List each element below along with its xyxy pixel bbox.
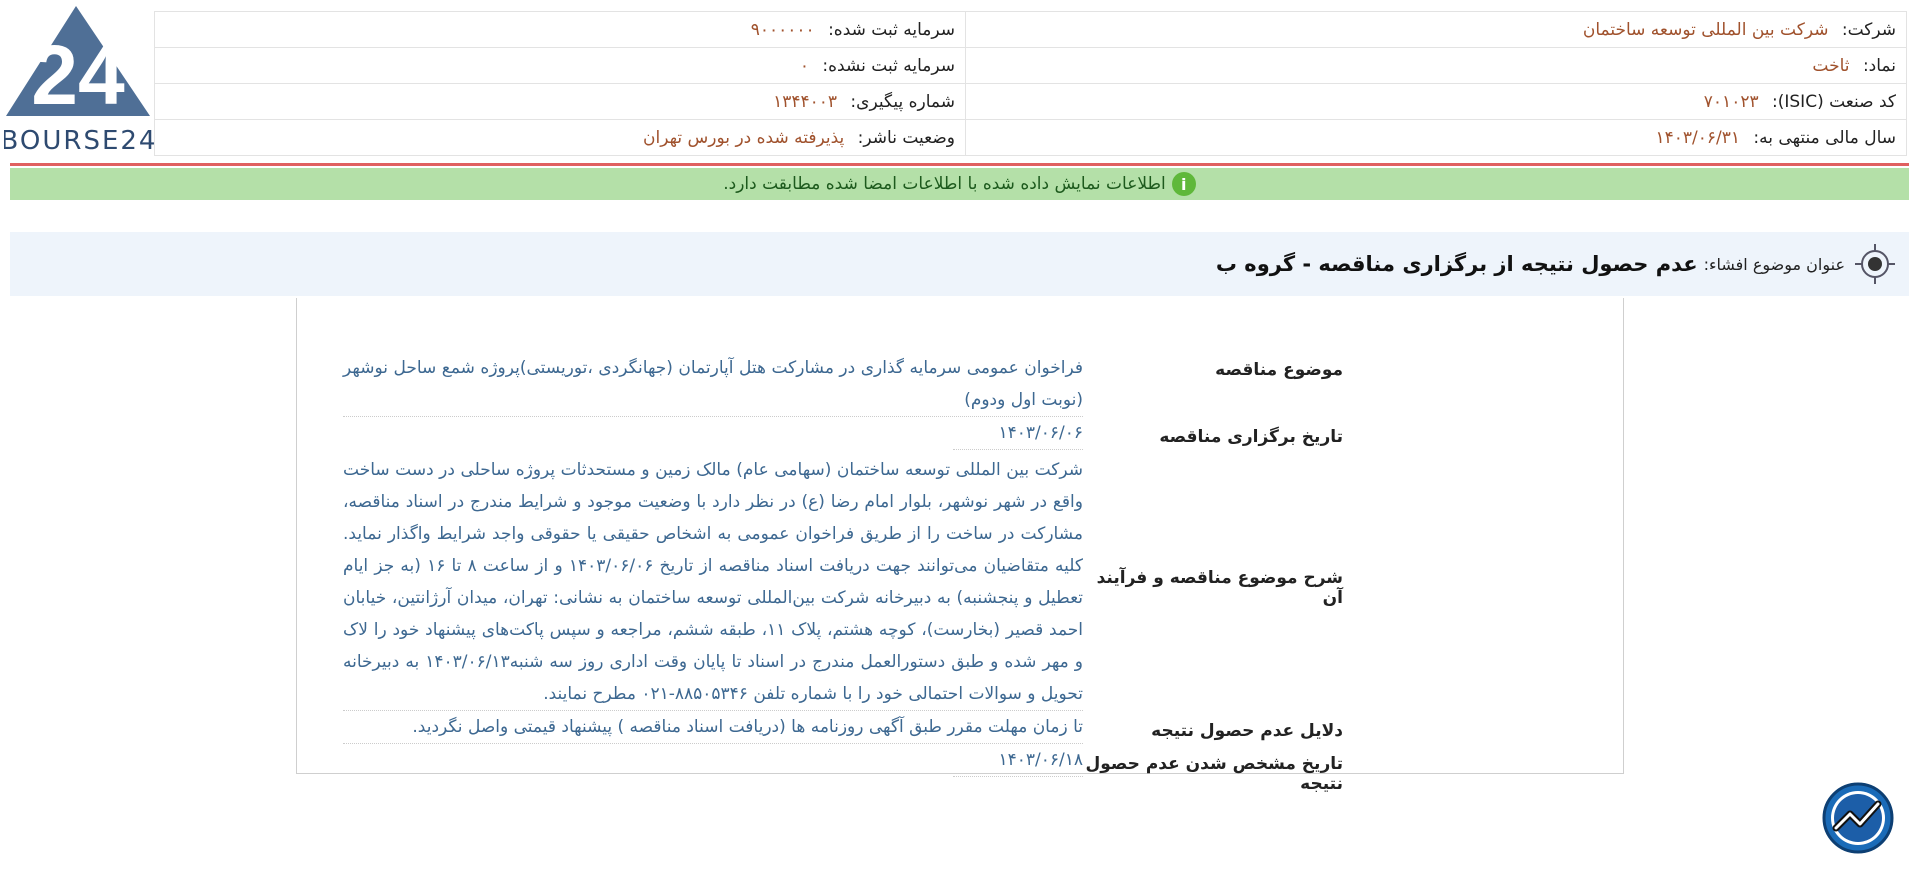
- tracking-cell: [155, 84, 966, 120]
- registered-capital-cell: [155, 12, 966, 48]
- description-value: شرکت بین المللی توسعه ساختمان (سهامی عام) مالک زمین و مستحدثات پروژه ساحلی در دست ساخت واقع در شهر نوشهر، بلوار امام رضا (ع) در نظر دارد با وضعیت موجود و شرایط مندرج در اسناد مناقصه، مشارکت در ساخت را از طریق فراخوان عمومی به اشخاص حقیقی یا حقوقی واجد شرایط واگذار نماید. کلیه متقاضیان می‌توانند جهت دریافت اسناد مناقصه از تاریخ ۱۴۰۳/۰۶/۰۶ و از ساعت ۸ تا ۱۶ (به جز ایام تعطیل و پنجشنبه) به دبیرخانه شرکت بین‌المللی توسعه ساختمان به نشانی: تهران، میدان آرژانتین، خیابان احمد قصیر (بخارست)، کوچه هشتم، پلاک ۱۱، طبقه ششم، مراجعه و سپس پاکت‌های پیشنهاد خود را لاک و مهر شده و طبق دستورالعمل مندرج در اسناد تا پایان وقت اداری روز سه شنبه۱۴۰۳/۰۶/۱۳ به دبیرخانه تحویل و سوالات احتمالی خود را با شماره تلفن ۸۸۵۰۵۳۴۶-۰۲۱ مطرح نمایند.: [343, 454, 1083, 711]
- publisher-status-label: وضعیت ناشر:: [857, 127, 955, 148]
- fiscal-label: سال مالی منتهی به:: [1753, 127, 1896, 148]
- date-label: تاریخ برگزاری مناقصه: [1159, 427, 1343, 447]
- fiscal-value: ۱۴۰۳/۰۶/۳۱: [1655, 127, 1741, 148]
- chart-trend-icon[interactable]: [1822, 782, 1894, 854]
- subject-value: فراخوان عمومی سرمایه گذاری در مشارکت هتل آپارتمان (جهانگردی ،توریستی)پروژه شمع ساحل نوشهر (نوبت اول ودوم): [343, 350, 1083, 417]
- result-date-label: تاریخ مشخص شدن عدم حصول نتیجه: [1085, 754, 1343, 794]
- disclosure-title-bar: [10, 232, 1909, 296]
- company-label: شرکت:: [1841, 19, 1896, 40]
- company-value[interactable]: شرکت بین المللی توسعه ساختمان: [1582, 19, 1829, 40]
- publisher-status-cell: [155, 120, 966, 156]
- disclosure-content: [296, 298, 1624, 794]
- date-value: ۱۴۰۳/۰۶/۰۶: [953, 417, 1083, 450]
- subject-row: [343, 350, 1343, 417]
- disclosure-fields: [343, 350, 1343, 794]
- subject-label: موضوع مناقصه: [1215, 360, 1343, 380]
- notice-text: اطلاعات نمایش داده شده با اطلاعات امضا شده مطابقت دارد.: [723, 174, 1166, 194]
- bourse24-logo[interactable]: [4, 4, 154, 154]
- result-date-value: ۱۴۰۳/۰۶/۱۸: [953, 744, 1083, 777]
- symbol-value[interactable]: ثاخت: [1812, 55, 1850, 76]
- unregistered-capital-value: ۰: [799, 55, 810, 76]
- company-cell: [966, 12, 1907, 48]
- fiscal-cell: [966, 120, 1907, 156]
- header-divider: [10, 163, 1909, 166]
- description-row: [343, 454, 1343, 711]
- result-date-row: [343, 744, 1343, 794]
- reasons-value: تا زمان مهلت مقرر طبق آگهی روزنامه ها (دریافت اسناد مناقصه ) پیشنهاد قیمتی واصل نگردید.: [343, 711, 1083, 744]
- symbol-label: نماد:: [1862, 55, 1896, 76]
- reasons-row: [343, 711, 1343, 744]
- unregistered-capital-cell: [155, 48, 966, 84]
- info-icon: i: [1172, 172, 1196, 196]
- registered-capital-value: ۹۰۰۰۰۰۰: [750, 19, 815, 40]
- publisher-status-value: پذیرفته شده در بورس تهران: [643, 127, 845, 148]
- isic-label: کد صنعت (ISIC):: [1772, 91, 1896, 112]
- svg-text:24: 24: [31, 28, 125, 122]
- title-label: عنوان موضوع افشاء:: [1703, 254, 1845, 274]
- unregistered-capital-label: سرمایه ثبت نشده:: [822, 55, 955, 76]
- symbol-cell: [966, 48, 1907, 84]
- description-label: شرح موضوع مناقصه و فرآیند آن: [1096, 567, 1343, 608]
- page-title: عدم حصول نتیجه از برگزاری مناقصه - گروه ب: [1215, 252, 1698, 276]
- target-icon: [1855, 244, 1895, 284]
- logo-text: BOURSE24: [4, 126, 154, 154]
- isic-value: ۷۰۱۰۲۳: [1703, 91, 1759, 112]
- verification-notice: [10, 168, 1909, 200]
- registered-capital-label: سرمایه ثبت شده:: [828, 19, 955, 40]
- reasons-label: دلایل عدم حصول نتیجه: [1151, 721, 1343, 741]
- tracking-value: ۱۳۴۴۰۰۳: [773, 91, 838, 112]
- isic-cell: [966, 84, 1907, 120]
- company-info-table: [154, 11, 1907, 156]
- date-row: [343, 417, 1343, 450]
- tracking-label: شماره پیگیری:: [850, 91, 955, 112]
